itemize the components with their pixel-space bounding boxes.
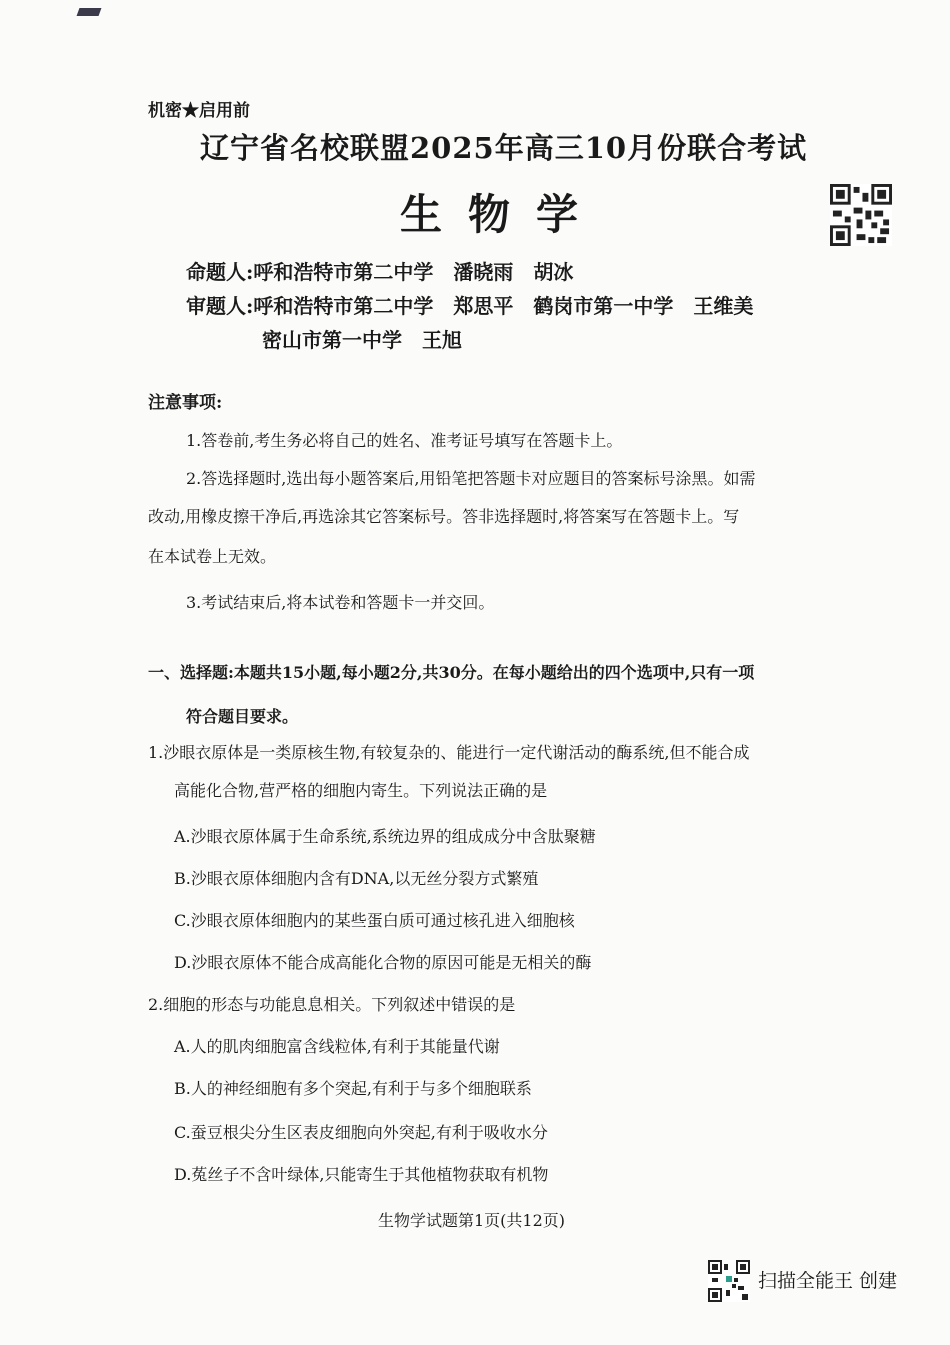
question-2-option-a: A.人的肌肉细胞富含线粒体,有利于其能量代谢 [174, 1037, 500, 1056]
scanner-watermark: 扫描全能王 创建 [758, 1270, 898, 1292]
scanner-qr-icon [708, 1260, 750, 1302]
corner-mark [77, 8, 102, 16]
notice-item-2-line-2: 改动,用橡皮擦干净后,再选涂其它答案标号。答非选择题时,将答案写在答题卡上。写 [148, 507, 740, 526]
reviewer-line-continued: 密山市第一中学 王旭 [262, 328, 462, 352]
exam-title: 辽宁省名校联盟2025年高三10月份联合考试 [200, 131, 808, 165]
question-1-option-b: B.沙眼衣原体细胞内含有DNA,以无丝分裂方式繁殖 [174, 869, 539, 888]
question-2-option-c: C.蚕豆根尖分生区表皮细胞向外突起,有利于吸收水分 [174, 1123, 548, 1142]
reviewer-line: 审题人:呼和浩特市第二中学 郑思平 鹤岗市第一中学 王维美 [186, 294, 754, 318]
page-footer: 生物学试题第1页(共12页) [378, 1211, 566, 1230]
question-1-option-c: C.沙眼衣原体细胞内的某些蛋白质可通过核孔进入细胞核 [174, 911, 575, 930]
author-line: 命题人:呼和浩特市第二中学 潘晓雨 胡冰 [186, 260, 574, 284]
question-2-option-d: D.菟丝子不含叶绿体,只能寄生于其他植物获取有机物 [174, 1165, 549, 1184]
question-2-stem: 2.细胞的形态与功能息息相关。下列叙述中错误的是 [148, 995, 516, 1014]
question-1-stem-line-2: 高能化合物,营严格的细胞内寄生。下列说法正确的是 [174, 781, 548, 800]
confidential-label: 机密★启用前 [148, 101, 250, 121]
question-2-option-b: B.人的神经细胞有多个突起,有利于与多个细胞联系 [174, 1079, 532, 1098]
notice-item-1: 1.答卷前,考生务必将自己的姓名、准考证号填写在答题卡上。 [186, 431, 623, 450]
question-1-stem: 1.沙眼衣原体是一类原核生物,有较复杂的、能进行一定代谢活动的酶系统,但不能合成 [148, 743, 750, 762]
notice-item-2-line-3: 在本试卷上无效。 [148, 547, 277, 566]
subject-title: 生物学 [400, 190, 605, 239]
notice-item-2: 2.答选择题时,选出每小题答案后,用铅笔把答题卡对应题目的答案标号涂黑。如需 [186, 469, 756, 488]
question-1-option-d: D.沙眼衣原体不能合成高能化合物的原因可能是无相关的酶 [174, 953, 592, 972]
notice-heading: 注意事项: [148, 393, 223, 413]
section-heading-line-2: 符合题目要求。 [186, 707, 299, 726]
notice-item-3: 3.考试结束后,将本试卷和答题卡一并交回。 [186, 593, 495, 612]
question-1-option-a: A.沙眼衣原体属于生命系统,系统边界的组成成分中含肽聚糖 [174, 827, 596, 846]
qr-code-icon [830, 184, 892, 246]
section-heading: 一、选择题:本题共15小题,每小题2分,共30分。在每小题给出的四个选项中,只有一项 [148, 663, 755, 682]
